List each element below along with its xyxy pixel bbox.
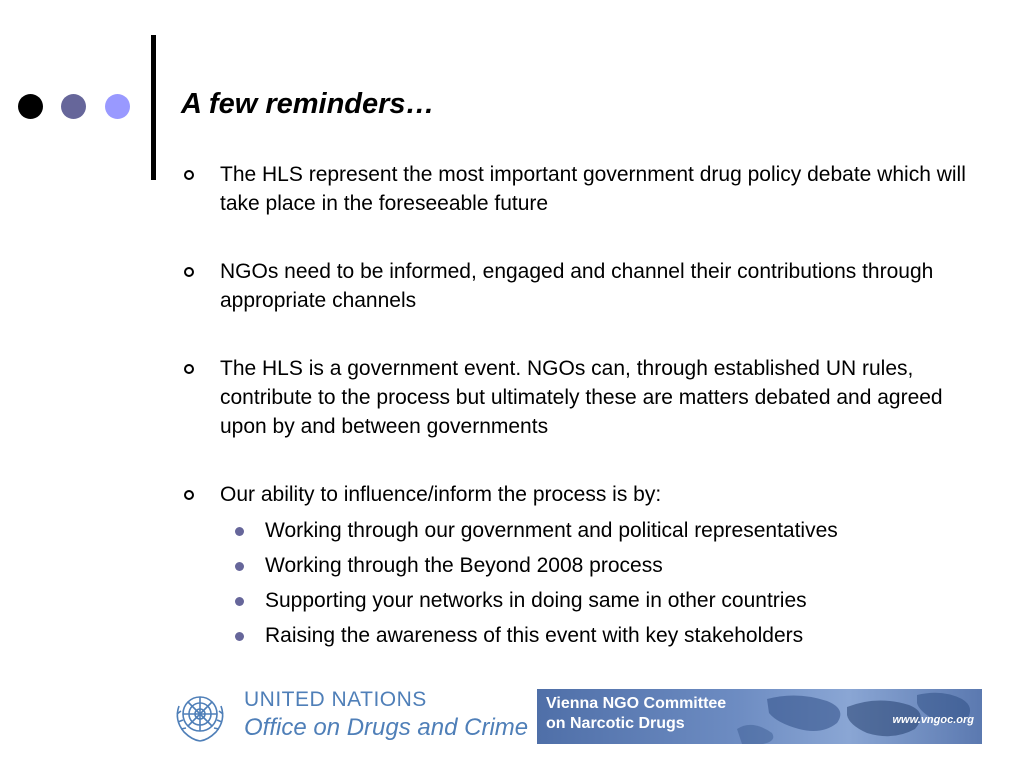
slide-title: A few reminders… (181, 88, 435, 120)
unodc-line-1: UNITED NATIONS (244, 688, 427, 711)
sub-bullet-item (220, 618, 974, 653)
sub-bullet-list (220, 513, 974, 653)
sub-bullet-text: Supporting your networks in doing same in other countries (265, 589, 807, 612)
vngoc-url: www.vngoc.org (892, 714, 974, 726)
vngoc-banner (537, 689, 982, 744)
sub-bullet-item (220, 583, 974, 618)
filled-bullet-icon (235, 562, 244, 571)
filled-bullet-icon (235, 597, 244, 606)
hollow-bullet-icon (184, 267, 194, 277)
un-emblem-icon (170, 684, 230, 744)
title-divider-bar (151, 35, 156, 180)
vngoc-title-line-2: on Narcotic Drugs (546, 715, 685, 732)
vngoc-title-line-1: Vienna NGO Committee (546, 695, 727, 712)
unodc-line-2: Office on Drugs and Crime (244, 714, 529, 741)
filled-bullet-icon (235, 527, 244, 536)
sub-bullet-text: Raising the awareness of this event with key stakeholders (265, 624, 804, 647)
bullet-text: NGOs need to be informed, engaged and channel their contributions through appropriate channels (220, 260, 934, 312)
filled-bullet-icon (235, 632, 244, 641)
sub-bullet-item (220, 548, 974, 583)
sub-bullet-text: Working through our government and political representatives (265, 519, 838, 542)
sub-bullet-item (220, 513, 974, 548)
bullet-text: The HLS is a government event. NGOs can, through established UN rules, contribute to the process but ultimately these are matters debated and agreed upon by and between governments (220, 357, 943, 438)
decorative-dot-lavender (105, 94, 130, 119)
bullet-item (184, 160, 974, 218)
unodc-logo (170, 682, 529, 746)
decorative-dot-slate (61, 94, 86, 119)
bullet-item (184, 354, 974, 441)
hollow-bullet-icon (184, 490, 194, 500)
hollow-bullet-icon (184, 364, 194, 374)
bullet-text: Our ability to influence/inform the process is by: (220, 483, 662, 506)
bullet-text: The HLS represent the most important government drug policy debate which will take place in the foreseeable future (220, 163, 966, 215)
sub-bullet-text: Working through the Beyond 2008 process (265, 554, 663, 577)
bullet-item (184, 480, 974, 653)
bullet-list (184, 160, 974, 653)
hollow-bullet-icon (184, 170, 194, 180)
decorative-dot-black (18, 94, 43, 119)
bullet-item (184, 257, 974, 315)
